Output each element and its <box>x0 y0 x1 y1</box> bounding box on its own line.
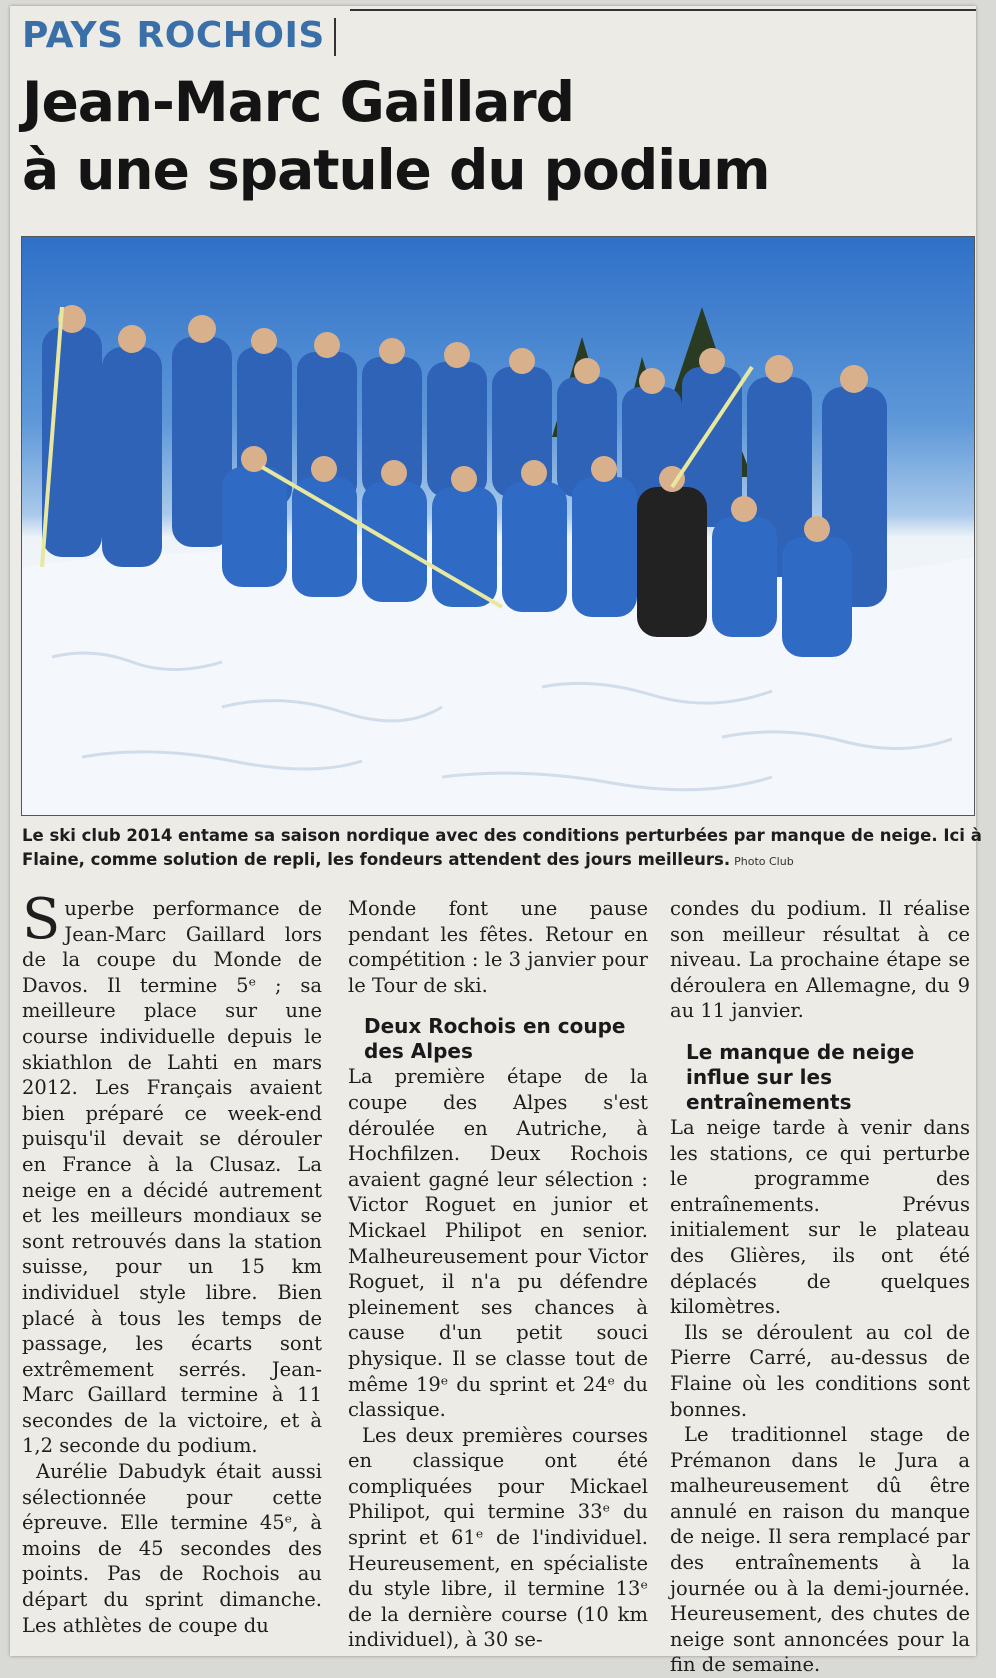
subheading-manque-de-neige: Le manque de neige influe sur les entraînements <box>686 1039 915 1114</box>
paragraph: Les deux premières courses en classique ont été compliquées pour Mickael Philipot, qui termine 33ᵉ du sprint et 61ᵉ de l'individuel. Heureusement, en spécialiste du style libre, il termine 13ᵉ de la dernière course (10 km individuel), à 30 se- <box>348 1423 648 1652</box>
paragraph: condes du podium. Il réalise son meilleur résultat à ce niveau. La prochaine étape se déroulera en Allemagne, du 9 au 11 janvier. <box>670 897 970 1023</box>
article-column-2 <box>348 896 648 1653</box>
paragraph: Monde font une pause pendant les fêtes. Retour en compétition : le 3 janvier pour le Tour de ski. <box>348 897 648 997</box>
paragraph: La première étape de la coupe des Alpes s'est déroulée en Autriche, à Hochfilzen. Deux Rochois avaient gagné leur sélection : Victor Roguet en junior et Mickael Philipot en senior. Malheureusement pour Victor Roguet, il n'a pu défendre pleinement ses chances à cause d'un petit souci physique. Il se classe tout de même 19ᵉ du sprint et 24ᵉ du classique. <box>348 1065 648 1422</box>
photo-caption <box>22 824 982 874</box>
lead-text: uperbe performance de Jean-Marc Gaillard lors de la coupe du Monde de Davos. Il termine 5ᵉ ; sa meilleure place sur une course individuelle depuis le skiathlon de Lahti en mars 2012. Les Français avaient bien préparé ce week-end puisqu'il devait se dérouler en France à la Clusaz. La neige en a décidé autrement et les meilleurs mondiaux se sont retrouvés dans la station suisse, pour un 15 km individuel style libre. Bien placé à tous les temps de passage, les écarts sont extrêmement serrés. Jean-Marc Gaillard termine à 11 secondes de la victoire, et à 1,2 seconde du podium. <box>22 897 322 1458</box>
paragraph: La neige tarde à venir dans les stations, ce qui perturbe le programme des entraînements. Prévus initialement sur le plateau des Glières, ils ont été déplacés de quelques kilomètres. <box>670 1115 970 1319</box>
paragraph: Ils se déroulent au col de Pierre Carré, au-dessus de Flaine où les conditions sont bonnes. <box>670 1320 970 1421</box>
headline-line-1: Jean-Marc Gaillard <box>22 70 575 134</box>
top-rule <box>350 9 976 11</box>
dropcap: S <box>22 887 61 952</box>
rubric-divider <box>334 18 336 56</box>
article-headline <box>22 68 922 204</box>
photo-credit: Photo Club <box>734 855 794 868</box>
section-rubric: PAYS ROCHOIS <box>22 15 325 56</box>
skier-black-jacket <box>637 487 707 637</box>
subheading-coupe-des-alpes: Deux Rochois en coupe des Alpes <box>364 1014 626 1064</box>
newspaper-clipping <box>10 6 982 1677</box>
article-column-3 <box>670 896 970 1678</box>
headline-line-2: à une spatule du podium <box>22 138 770 202</box>
article-column-1 <box>22 887 322 1638</box>
paragraph: Le traditionnel stage de Prémanon dans le Jura a malheureusement dû être annulé en raison du manque de neige. Il sera remplacé par des entraînements à la journée ou à la demi-journée. Heureusement, des chutes de neige sont annoncées pour la fin de semaine. <box>670 1423 970 1677</box>
paragraph: Aurélie Dabudyk était aussi sélectionnée pour cette épreuve. Elle termine 45ᵉ, à moins de 45 secondes des points. Pas de Rochois au départ du sprint dimanche. Les athlètes de coupe du <box>22 1460 322 1637</box>
lead-paragraph <box>22 887 322 1459</box>
team-photo <box>21 236 975 816</box>
caption-text: Le ski club 2014 entame sa saison nordique avec des conditions perturbées par manque de neige. Ici à Flaine, comme solution de repli, les fondeurs attendent des jours meilleurs. <box>22 826 982 869</box>
team-photo-illustration <box>22 237 974 815</box>
